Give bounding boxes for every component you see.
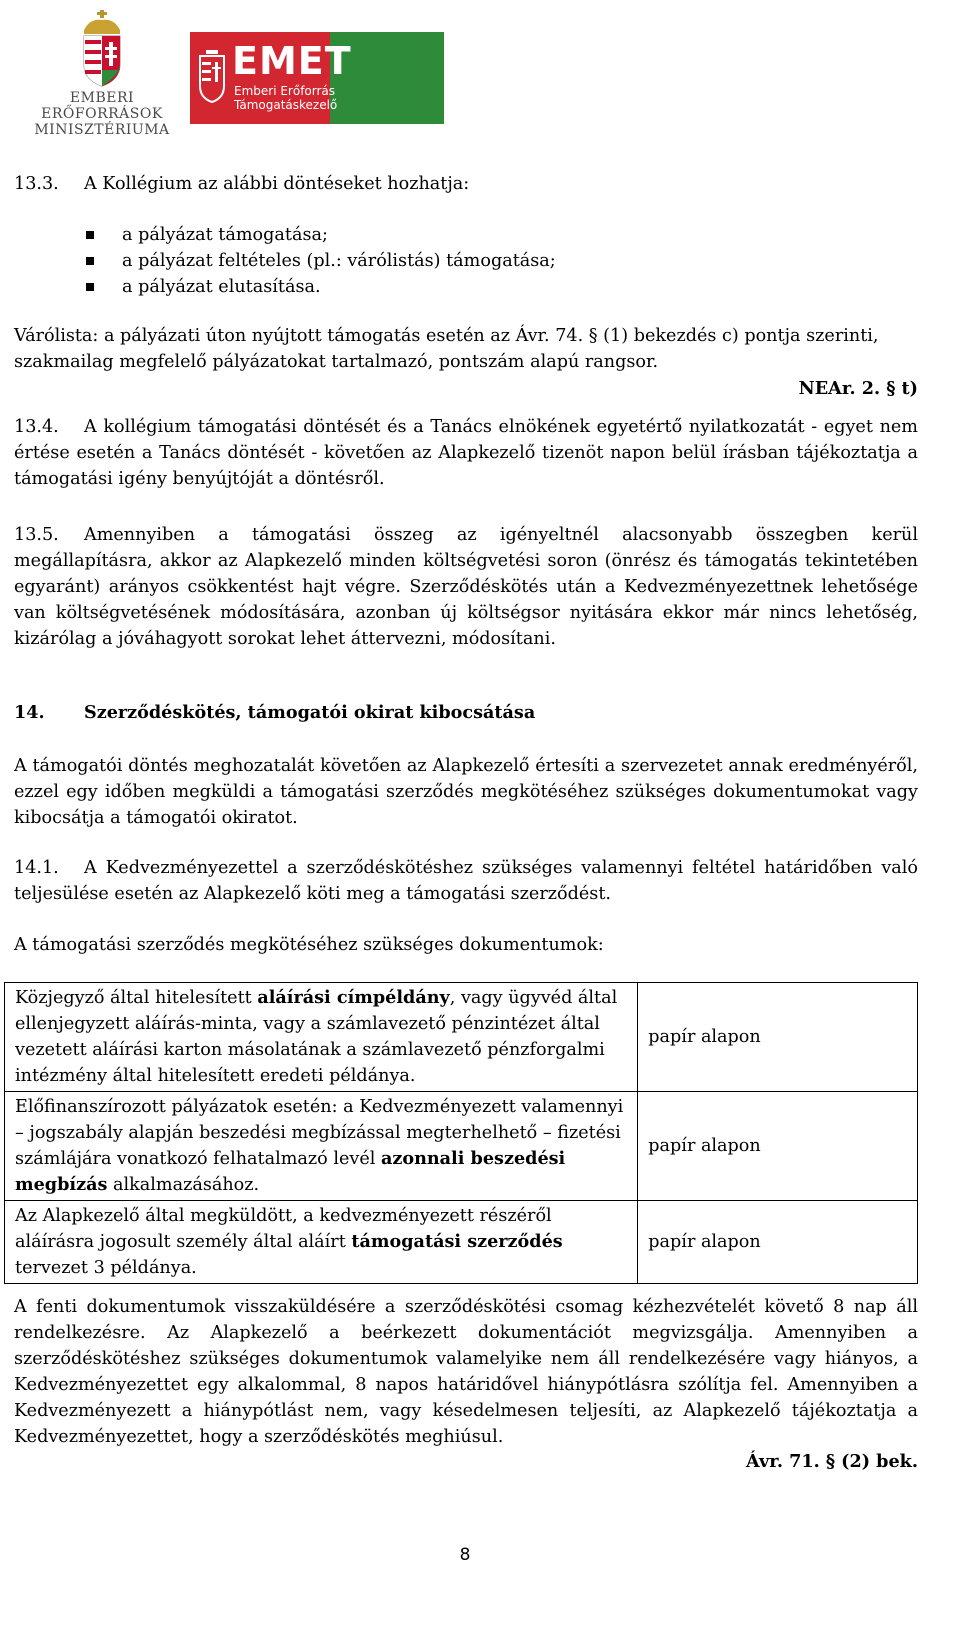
emmi-logo-text-line1: EMBERI ERŐFORRÁSOK [41, 90, 163, 122]
closing-paragraph: A fenti dokumentumok visszaküldésére a szerződéskötési csomag kézhezvételét követő 8 nap áll rendelkezésre. Az Alapkezelő a beérkezett dokumentációt megvizsgálja. Amennyiben a szerződéskötéshez szükséges dokumentumok valamelyike nem áll rendelkezésére vagy hiányos, a Kedvezményezettet egy alkalommal, 8 napos határidővel hiánypótlásra szólítja fel. Amennyiben a Kedvezményezett a hiánypótlást nem, vagy késedelmesen teljesíti, az Alapkezelő tájékoztatja a Kedvezményezettet, hogy a szerződéskötés meghiúsul. [14, 1297, 918, 1447]
required-documents-table [4, 982, 918, 1284]
document-description: Az Alapkezelő által megküldött, a kedvezményezett részéről aláírásra jogosult személy által aláírt támogatási szerződés tervezet 3 példánya. [5, 1201, 638, 1284]
legal-reference: Ávr. 71. § (2) bek. [746, 1451, 918, 1472]
hungarian-coat-of-arms-icon [76, 10, 128, 88]
section-title: Szerződéskötés, támogatói okirat kibocsátása [84, 702, 536, 723]
waitlist-definition: Várólista: a pályázati úton nyújtott támogatás esetén az Ávr. 74. § (1) bekezdés c) pontja szerinti, szakmailag megfelelő pályázatokat tartalmazó, pontszám alapú rangsor. [14, 326, 879, 372]
section-13-5 [14, 522, 918, 652]
list-item: a pályázat támogatása; [86, 222, 556, 248]
page-number: 8 [459, 1545, 471, 1565]
section-text: A Kollégium az alábbi döntéseket hozhatja: [84, 174, 470, 194]
section-number: 14. [14, 702, 45, 723]
document-description: Előfinanszírozott pályázatok esetén: a Kedvezményezett valamennyi – jogszabály alapján beszedési megbízással megterhelhető – fizetési számlájára vonatkozó felhatalmazó levél azonnali beszedési megbízás alkalmazásához. [5, 1092, 638, 1201]
emet-logo-title: EMET [232, 39, 352, 83]
emmi-logo-text-line2: MINISZTÉRIUMA [34, 122, 170, 138]
section-14-1 [14, 855, 918, 907]
document-description: Közjegyző által hitelesített aláírási címpéldány, vagy ügyvéd által ellenjegyzett aláírás-minta, vagy a számlavezető pénzintézet által vezetett aláírási karton másolatának a számlavezető pénzforgalmi intézmény által hitelesített eredeti példánya. [5, 983, 638, 1092]
section-14-intro: A támogatói döntés meghozatalát követően az Alapkezelő értesíti a szervezetet annak eredményéről, ezzel egy időben megküldi a támogatási szerződés megkötéséhez szükséges dokumentumokat vagy kibocsátja a támogatói okiratot. [14, 756, 918, 828]
submission-method: papír alapon [638, 983, 918, 1092]
section-text: A kollégium támogatási döntését és a Tanács elnökének egyetértő nyilatkozatát - egyet nem értése esetén a Tanács döntését - követően az Alapkezelő tizenöt napon belül írásban tájékoztatja a támogatási igény benyújtóját a döntésről. [14, 417, 918, 489]
emmi-logo [18, 6, 186, 138]
section-14-heading [14, 700, 918, 726]
section-text: Amennyiben a támogatási összeg az igényeltnél alacsonyabb összegben kerül megállapításra, akkor az Alapkezelő minden költségvetési soron (önrész és támogatás tekintetében egyaránt) arányos csökkentést hajt végre. Szerződéskötés után a Kedvezményezettnek lehetősége van költségvetésének módosítására, azonban új költségsor nyitására ekkor már nincs lehetőség, kizárólag a jóváhagyott sorokat lehet áttervezni, módosítani. [14, 525, 918, 649]
submission-method: papír alapon [638, 1201, 918, 1284]
required-documents-heading: A támogatási szerződés megkötéséhez szükséges dokumentumok: [14, 935, 604, 955]
table-row [5, 1201, 918, 1284]
emet-logo [190, 32, 444, 124]
emet-logo-sub-line2: Támogatáskezelő [234, 98, 338, 112]
list-item: a pályázat feltételes (pl.: várólistás) támogatása; [86, 248, 556, 274]
decision-options-list [86, 222, 556, 300]
section-number: 13.4. [14, 417, 59, 437]
table-row [5, 983, 918, 1092]
section-number: 14.1. [14, 858, 59, 878]
section-13-3-heading [14, 171, 918, 197]
submission-method: papír alapon [638, 1092, 918, 1201]
emet-logo-sub-line1: Emberi Erőforrás [234, 84, 336, 98]
section-13-4 [14, 414, 918, 492]
legal-reference: NEAr. 2. § t) [798, 378, 918, 399]
emet-flag-icon [198, 50, 226, 104]
section-number: 13.3. [14, 174, 59, 194]
table-row [5, 1092, 918, 1201]
list-item: a pályázat elutasítása. [86, 274, 556, 300]
page-header [18, 6, 448, 138]
section-text: A Kedvezményezettel a szerződéskötéshez szükséges valamennyi feltétel határidőben való teljesülése esetén az Alapkezelő köti meg a támogatási szerződést. [14, 858, 918, 904]
section-number: 13.5. [14, 525, 59, 545]
